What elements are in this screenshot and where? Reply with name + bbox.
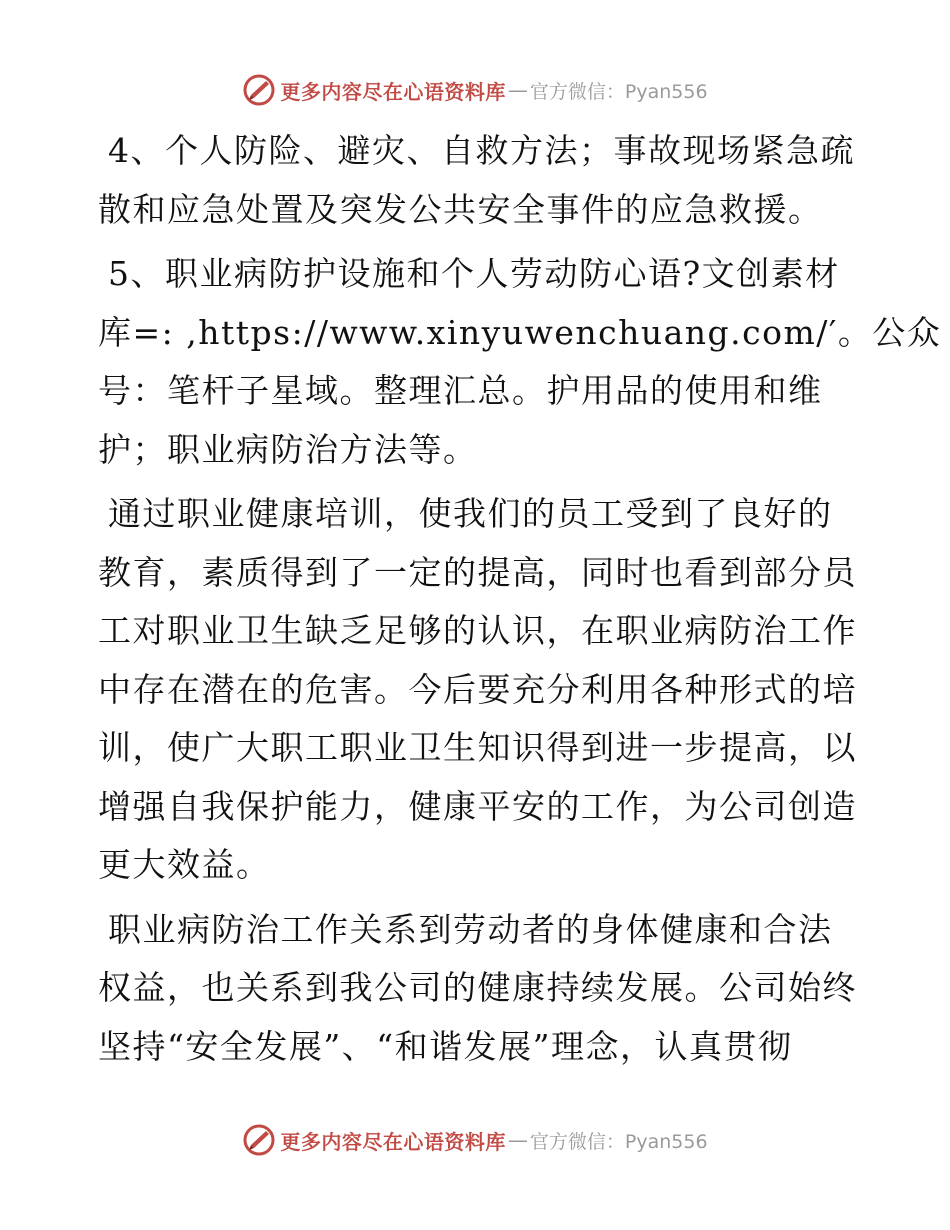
text-line: 工对职业卫生缺乏足够的认识，在职业病防治工作 — [98, 611, 857, 650]
watermark-contact: 官方微信：Pyan556 — [529, 1130, 708, 1153]
text-line: 5、职业病防护设施和个人劳动防心语?文创素材 — [108, 254, 840, 293]
watermark-dash: — — [507, 1128, 528, 1152]
watermark-dash: — — [507, 78, 528, 102]
paragraph-item-4 — [98, 122, 858, 239]
text-line: 散和应急处置及突发公共安全事件的应急救援。 — [98, 189, 823, 229]
watermark-promo-text: 更多内容尽在心语资料库 — [280, 1129, 506, 1154]
text-line: 4、个人防险、避灾、自救方法；事故现场紧急疏 — [108, 131, 855, 170]
text-line: 护；职业病防治方法等。 — [98, 429, 478, 469]
header-watermark-banner — [0, 70, 950, 110]
paragraph-training-summary — [98, 485, 858, 895]
text-line: 号：笔杆子星域。整理汇总。护用品的使用和维 — [98, 371, 823, 410]
document-body — [98, 122, 942, 1076]
text-line: 中存在潜在的危害。今后要充分利用各种形式的培 — [98, 669, 857, 709]
text-line: 职业病防治工作关系到劳动者的身体健康和合法 — [108, 909, 833, 949]
text-line: 权益，也关系到我公司的健康持续发展。公司始终 — [98, 968, 857, 1007]
watermark-promo-text: 更多内容尽在心语资料库 — [280, 79, 506, 104]
text-line: 训，使广大职工职业卫生知识得到进一步提高，以 — [98, 728, 857, 767]
text-line: 更大效益。 — [98, 845, 271, 884]
watermark-contact: 官方微信：Pyan556 — [529, 80, 708, 103]
text-line: 库=: ,https://www.xinyuwenchuang.com/′。公众 — [98, 312, 942, 352]
text-line: 教育，素质得到了一定的提高，同时也看到部分员 — [98, 552, 857, 592]
paragraph-prevention-work — [98, 901, 858, 1077]
text-line: 增强自我保护能力，健康平安的工作，为公司创造 — [98, 786, 857, 826]
text-line: 坚持“安全发展”、“和谐发展”理念，认真贯彻 — [98, 1026, 793, 1066]
brush-logo-icon — [242, 73, 276, 107]
brush-logo-icon — [242, 1123, 276, 1157]
footer-watermark-banner — [0, 1120, 950, 1160]
text-line: 通过职业健康培训，使我们的员工受到了良好的 — [108, 494, 833, 533]
paragraph-item-5 — [98, 245, 942, 479]
